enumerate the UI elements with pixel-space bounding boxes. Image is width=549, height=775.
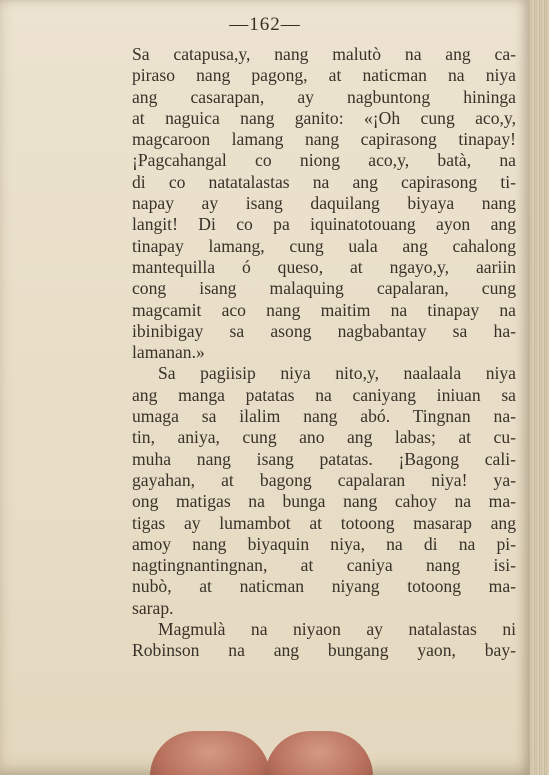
text-line: napay ay isang daquilang biyaya nang <box>132 193 516 214</box>
text-line: tin, aniya, cung ano ang labas; at cu- <box>132 427 516 448</box>
text-line: amoy nang biyaquin niya, na di na pi- <box>132 533 516 554</box>
text-line: nagtingnantingnan, at caniya nang isi- <box>132 555 516 576</box>
text-line: Sa pagiisip niya nito,y, naalaala niya <box>158 363 516 384</box>
text-line: Magmulà na niyaon ay natalastas ni <box>158 619 516 640</box>
text-line: gayahan, at bagong capalaran niya! ya- <box>132 469 516 490</box>
page-edges <box>530 0 549 775</box>
text-line: lamanan.» <box>132 342 205 363</box>
text-line: tinapay lamang, cung uala ang cahalong <box>132 235 516 256</box>
text-line: umaga sa ilalim nang abó. Tingnan na- <box>132 406 516 427</box>
text-line: ang manga patatas na caniyang iniuan sa <box>132 384 516 405</box>
text-line: cong isang malaquing capalaran, cung <box>132 278 516 299</box>
text-line: di co natatalastas na ang capirasong ti- <box>132 171 516 192</box>
text-line: Sa catapusa,y, nang malutò na ang ca- <box>132 44 516 64</box>
text-line: Robinson na ang bungang yaon, bay- <box>132 640 516 661</box>
text-line: ang casarapan, ay nagbuntong hininga <box>132 86 516 107</box>
page-number: —162— <box>229 14 301 35</box>
text-line: ¡Pagcahangal co niong aco,y, batà, na <box>132 150 516 171</box>
text-line: piraso nang pagong, at naticman na niya <box>132 65 516 86</box>
text-line: at naguica nang ganito: «¡Oh cung aco,y, <box>132 107 516 128</box>
text-line: langit! Di co pa iquinatotouang ayon ang <box>132 214 516 235</box>
text-line: muha nang isang patatas. ¡Bagong cali- <box>132 448 516 469</box>
text-line: magcaroon lamang nang capirasong tinapay! <box>132 129 516 150</box>
body-text <box>132 44 516 662</box>
text-line: ong matigas na bunga nang cahoy na ma- <box>132 491 516 512</box>
text-line: mantequilla ó queso, at ngayo,y, aariin <box>132 256 516 277</box>
text-line: sarap. <box>132 597 174 618</box>
text-line: magcamit aco nang maitim na tinapay na <box>132 299 516 320</box>
text-line: nubò, at naticman niyang totoong ma- <box>132 576 516 597</box>
text-line: tigas ay lumambot at totoong masarap ang <box>132 512 516 533</box>
text-line: ibinibigay sa asong nagbabantay sa ha- <box>132 320 516 341</box>
